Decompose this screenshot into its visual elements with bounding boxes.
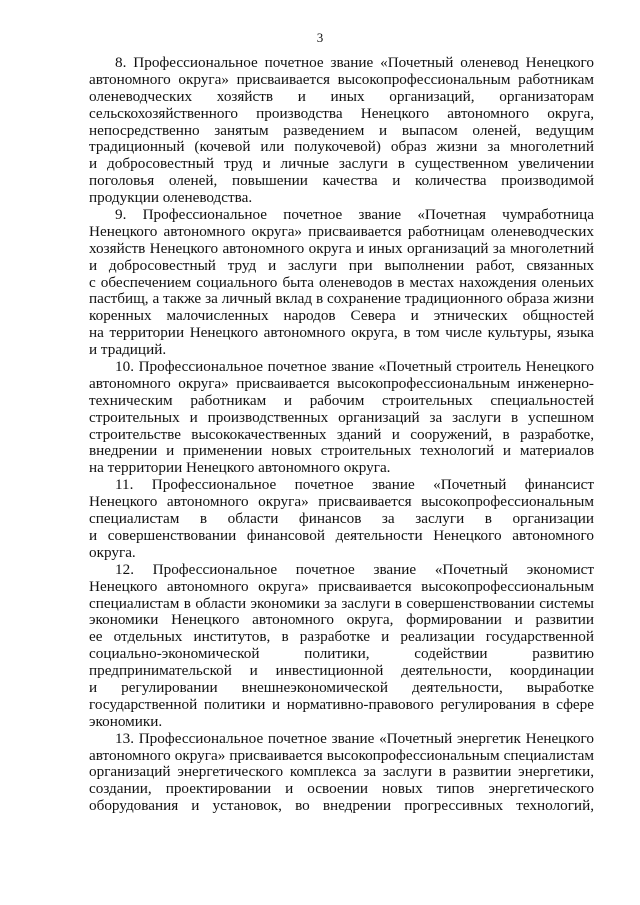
text-line: и добросовестный труд и личные заслуги в существенном увеличении [89, 156, 594, 173]
text-line: традиционный (кочевой или полукочевой) образ жизни за многолетний [89, 139, 594, 156]
text-line: оленеводческих хозяйств и иных организаций, организаторам [89, 88, 594, 105]
text-line: социально-экономической политики, содействии развитию [89, 646, 594, 663]
text-line: предпринимательской и инвестиционной деятельности, координации [89, 663, 594, 680]
paragraph-9 [89, 207, 594, 359]
text-line: ее отдельных институтов, в разработке и реализации государственной [89, 629, 594, 646]
text-line: автономного округа» присваивается высокопрофессиональным инженерно- [89, 375, 594, 392]
text-line: экономики Ненецкого автономного округа, формировании и развитии [89, 612, 594, 629]
text-line: Ненецкого автономного округа» присваивается работницам оленеводческих [89, 223, 594, 240]
text-line: коренных малочисленных народов Севера и этнических общностей [89, 308, 594, 325]
text-line: 11. Профессиональное почетное звание «Почетный финансист [115, 477, 594, 494]
text-line: Ненецкого автономного округа» присваивается высокопрофессиональным [89, 494, 594, 511]
text-line: государственной политики и нормативно-правового регулирования в сфере [89, 696, 594, 713]
text-line: 13. Профессиональное почетное звание «Почетный энергетик Ненецкого [115, 730, 594, 747]
text-line: техническим работникам и рабочим строительных специальностей [89, 392, 594, 409]
text-line: сельскохозяйственного производства Ненецкого автономного округа, [89, 105, 594, 122]
text-line: специалистам в области экономики за заслуги в совершенствовании системы [89, 595, 594, 612]
text-line: с обеспечением социального быта оленеводов в местах нахождения оленьих [89, 274, 594, 291]
text-line: поголовья оленей, повышении качества и количества производимой [89, 173, 594, 190]
paragraph-10 [89, 359, 594, 477]
text-line: внедрении и применении новых строительных технологий и материалов [89, 443, 594, 460]
text-line: и традиций. [89, 342, 167, 359]
text-line: автономного округа» присваивается высокопрофессиональным работникам [89, 71, 594, 88]
paragraph-12 [89, 562, 594, 731]
text-line: и регулировании внешнеэкономической деятельности, выработке [89, 679, 594, 696]
paragraph-13 [89, 731, 594, 815]
text-line: создании, проектировании и освоении новых типов энергетического [89, 781, 594, 798]
text-line: и совершенствовании финансовой деятельности Ненецкого автономного [89, 527, 594, 544]
text-line: и добросовестный труд и заслуги при выполнении работ, связанных [89, 257, 594, 274]
text-line: 8. Профессиональное почетное звание «Почетный оленевод Ненецкого [115, 55, 594, 71]
text-line: округа. [89, 544, 136, 561]
text-line: 12. Профессиональное почетное звание «Почетный экономист [115, 561, 594, 578]
text-line: непосредственно занятым разведением и выпасом оленей, ведущим [89, 122, 594, 139]
text-line: на территории Ненецкого автономного округа. [89, 460, 391, 477]
paragraph-11 [89, 477, 594, 561]
text-line: экономики. [89, 713, 163, 730]
text-line: оборудования и установок, во внедрении прогрессивных технологий, [89, 798, 594, 815]
text-line: пастбищ, а также за личный вклад в сохранение традиционного образа жизни [89, 291, 594, 308]
document-body [89, 55, 594, 815]
text-line: на территории Ненецкого автономного округа, в том числе культуры, языка [89, 325, 594, 342]
text-line: Ненецкого автономного округа» присваивается высокопрофессиональным [89, 578, 594, 595]
text-line: продукции оленеводства. [89, 190, 253, 207]
text-line: специалистам в области финансов за заслуги в организации [89, 511, 594, 528]
text-line: строительных и производственных организаций за заслуги в успешном [89, 409, 594, 426]
text-line: 9. Профессиональное почетное звание «Почетная чумработница [115, 207, 594, 224]
text-line: хозяйств Ненецкого автономного округа и иных организаций за многолетний [89, 240, 594, 257]
paragraph-8 [89, 55, 594, 207]
text-line: строительстве высококачественных зданий и сооружений, в разработке, [89, 426, 594, 443]
text-line: автономного округа» присваивается высокопрофессиональным специалистам [89, 747, 594, 764]
page-number: 3 [316, 30, 324, 45]
text-line: организаций энергетического комплекса за заслуги в развитии энергетики, [89, 764, 594, 781]
text-line: 10. Профессиональное почетное звание «Почетный строитель Ненецкого [115, 359, 594, 376]
